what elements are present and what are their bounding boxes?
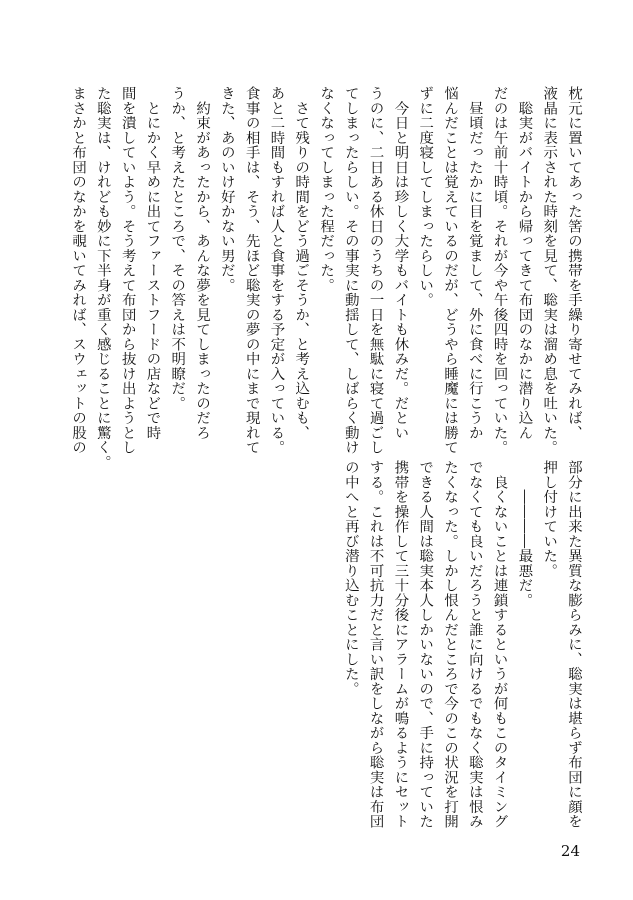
- text-line: 枕元に置いてあった筈の携帯を手繰り寄せてみれば、: [566, 86, 582, 440]
- text-line: 部分に出来た異質な膨らみに、聡実は堪らず布団に顔を: [566, 460, 582, 829]
- upper-text-block: [65, 86, 586, 470]
- text-line: する。これは不可抗力だと言い訳をしながら聡実は布団: [367, 460, 384, 829]
- lower-text-block: [338, 460, 586, 829]
- text-line: 聡実がバイトから帰ってきて布団のなかに潜り込ん: [516, 86, 533, 440]
- text-line: うか、と考えたところで、その答えは不明瞭だ。: [169, 86, 186, 411]
- text-line: 液晶に表示された時刻を見て、聡実は溜め息を吐いた。: [541, 86, 558, 455]
- text-line: ――――最悪だ。: [516, 460, 533, 608]
- text-line: でなくても良いだろうと誰に向けるでもなく聡実は恨み: [466, 460, 483, 829]
- text-line: た聡実は、けれども妙に下半身が重く感じることに驚く。: [94, 86, 111, 470]
- text-line: とにかく早めに出てファーストフードの店などで時: [144, 86, 161, 440]
- text-line: 間を潰していよう。そう考えて布団から抜け出ようとし: [119, 86, 136, 455]
- text-line: てしまったらしい。その事実に動揺して、しばらく動け: [342, 86, 359, 455]
- text-line: さて残りの時間をどう過ごそうか、と考え込むも、: [293, 86, 310, 440]
- text-line: きた、あのいけ好かない男だ。: [218, 86, 235, 293]
- text-line: 悩んだことは覚えているのだが、どうやら睡魔には勝て: [442, 86, 459, 455]
- text-line: の中へと再び潜り込むことにした。: [342, 460, 359, 696]
- text-line: できる人間は聡実本人しかいないので、手に持っていた: [417, 460, 434, 829]
- text-line: 昼頃だったかに目を覚まして、外に食べに行こうか: [466, 86, 483, 440]
- text-line: だのは午前十時頃。それが今や午後四時を回っていた。: [491, 86, 508, 455]
- text-line: 良くないことは連鎖するというが何もこのタイミング: [491, 460, 508, 829]
- text-line: たくなった。しかし恨んだところで今のこの状況を打開: [442, 460, 459, 829]
- text-line: まさかと布団のなかを覗いてみれば、スウェットの股の: [70, 86, 87, 455]
- text-line: 今日と明日は珍しく大学もバイトも休みだ。だとい: [392, 86, 409, 440]
- text-line: うのに、二日ある休日のうちの一日を無駄に寝て過ごし: [367, 86, 384, 455]
- text-line: 携帯を操作して三十分後にアラームが鳴るようにセット: [392, 460, 409, 829]
- text-line: 押し付けていた。: [541, 460, 558, 578]
- text-line: 約束があったから、あんな夢を見てしまったのだろ: [194, 86, 211, 440]
- text-line: なくなってしまった程だった。: [318, 86, 335, 293]
- text-line: ずに二度寝してしまったらしい。: [417, 86, 434, 308]
- text-line: 食事の相手は、そう、先ほど聡実の夢の中にまで現れて: [243, 86, 260, 455]
- text-line: あと二時間もすれば人と食事をする予定が入っている。: [268, 86, 285, 455]
- page-number: 24: [560, 842, 580, 860]
